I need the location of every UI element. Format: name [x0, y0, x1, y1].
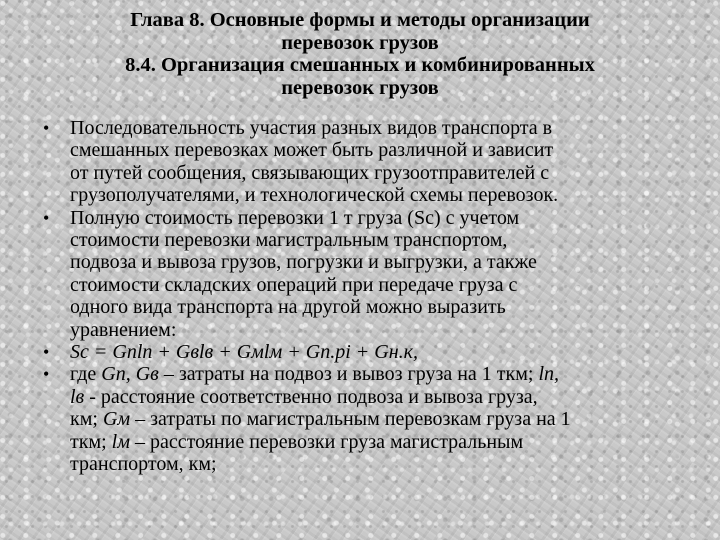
- variable-symbol: lм: [111, 430, 130, 453]
- bullet-list: [40, 117, 680, 476]
- definition-text: где: [70, 363, 102, 386]
- section-title-line-2: перевозок грузов: [281, 76, 439, 99]
- bullet-text-line: смешанных перевозках может быть различной и зависит: [70, 139, 554, 162]
- definition-line-2: [70, 386, 680, 408]
- chapter-title-line-2: перевозок грузов: [281, 31, 439, 54]
- slide-title: [40, 9, 680, 99]
- definition-text: - расстояние соответственно подвоза и вывоза груза,: [84, 385, 538, 408]
- bullet-icon: •: [43, 342, 50, 363]
- cost-formula: Sс = Gпlп + Gвlв + Gмlм + Gп.рi + Gн.к,: [70, 341, 418, 364]
- bullet-item-formula: [40, 341, 680, 363]
- bullet-icon: •: [43, 207, 50, 228]
- bullet-text-line: одного вида транспорта на другой можно выразить: [70, 296, 506, 319]
- definition-line-1: [70, 363, 680, 385]
- variable-symbol: Gп, Gв: [101, 363, 159, 386]
- definition-line-4: [70, 431, 680, 453]
- definition-text: км;: [70, 408, 103, 431]
- bullet-text-line: стоимости перевозки магистральным транспортом,: [70, 229, 508, 252]
- chapter-title-line-1: Глава 8. Основные формы и методы организации: [130, 9, 590, 31]
- bullet-item-total-cost: [40, 207, 680, 341]
- bullet-text-line: Последовательность участия разных видов транспорта в: [70, 117, 553, 139]
- definition-text: – затраты по магистральным перевозкам груза на 1: [130, 408, 571, 431]
- bullet-text-line: Полную стоимость перевозки 1 т груза (Sс) с учетом: [70, 206, 520, 229]
- bullet-text-line: уравнением:: [70, 318, 177, 341]
- variable-symbol: lв: [70, 385, 85, 408]
- bullet-icon: •: [43, 364, 50, 385]
- bullet-text-line: от путей сообщения, связывающих грузоотправителей с: [70, 161, 550, 184]
- variable-symbol: lп,: [538, 363, 560, 386]
- bullet-text-line: грузополучателями, и технологической схемы перевозок.: [70, 184, 559, 207]
- definition-text: ткм;: [70, 430, 112, 453]
- definition-line-3: [70, 408, 680, 430]
- section-title-line-1: 8.4. Организация смешанных и комбинированных: [125, 54, 595, 76]
- definition-text: – расстояние перевозки груза магистральным: [130, 430, 524, 453]
- definition-line-5: транспортом, км;: [70, 453, 217, 476]
- bullet-item-definitions: [40, 363, 680, 475]
- bullet-icon: •: [43, 118, 50, 138]
- bullet-item-sequence: [40, 117, 680, 207]
- definition-text: – затраты на подвоз и вывоз груза на 1 ткм;: [158, 363, 539, 386]
- variable-symbol: Gм: [102, 408, 131, 431]
- bullet-text-line: подвоза и вывоза грузов, погрузки и выгрузки, а также: [70, 251, 537, 274]
- bullet-text-line: стоимости складских операций при передаче груза с: [70, 273, 518, 296]
